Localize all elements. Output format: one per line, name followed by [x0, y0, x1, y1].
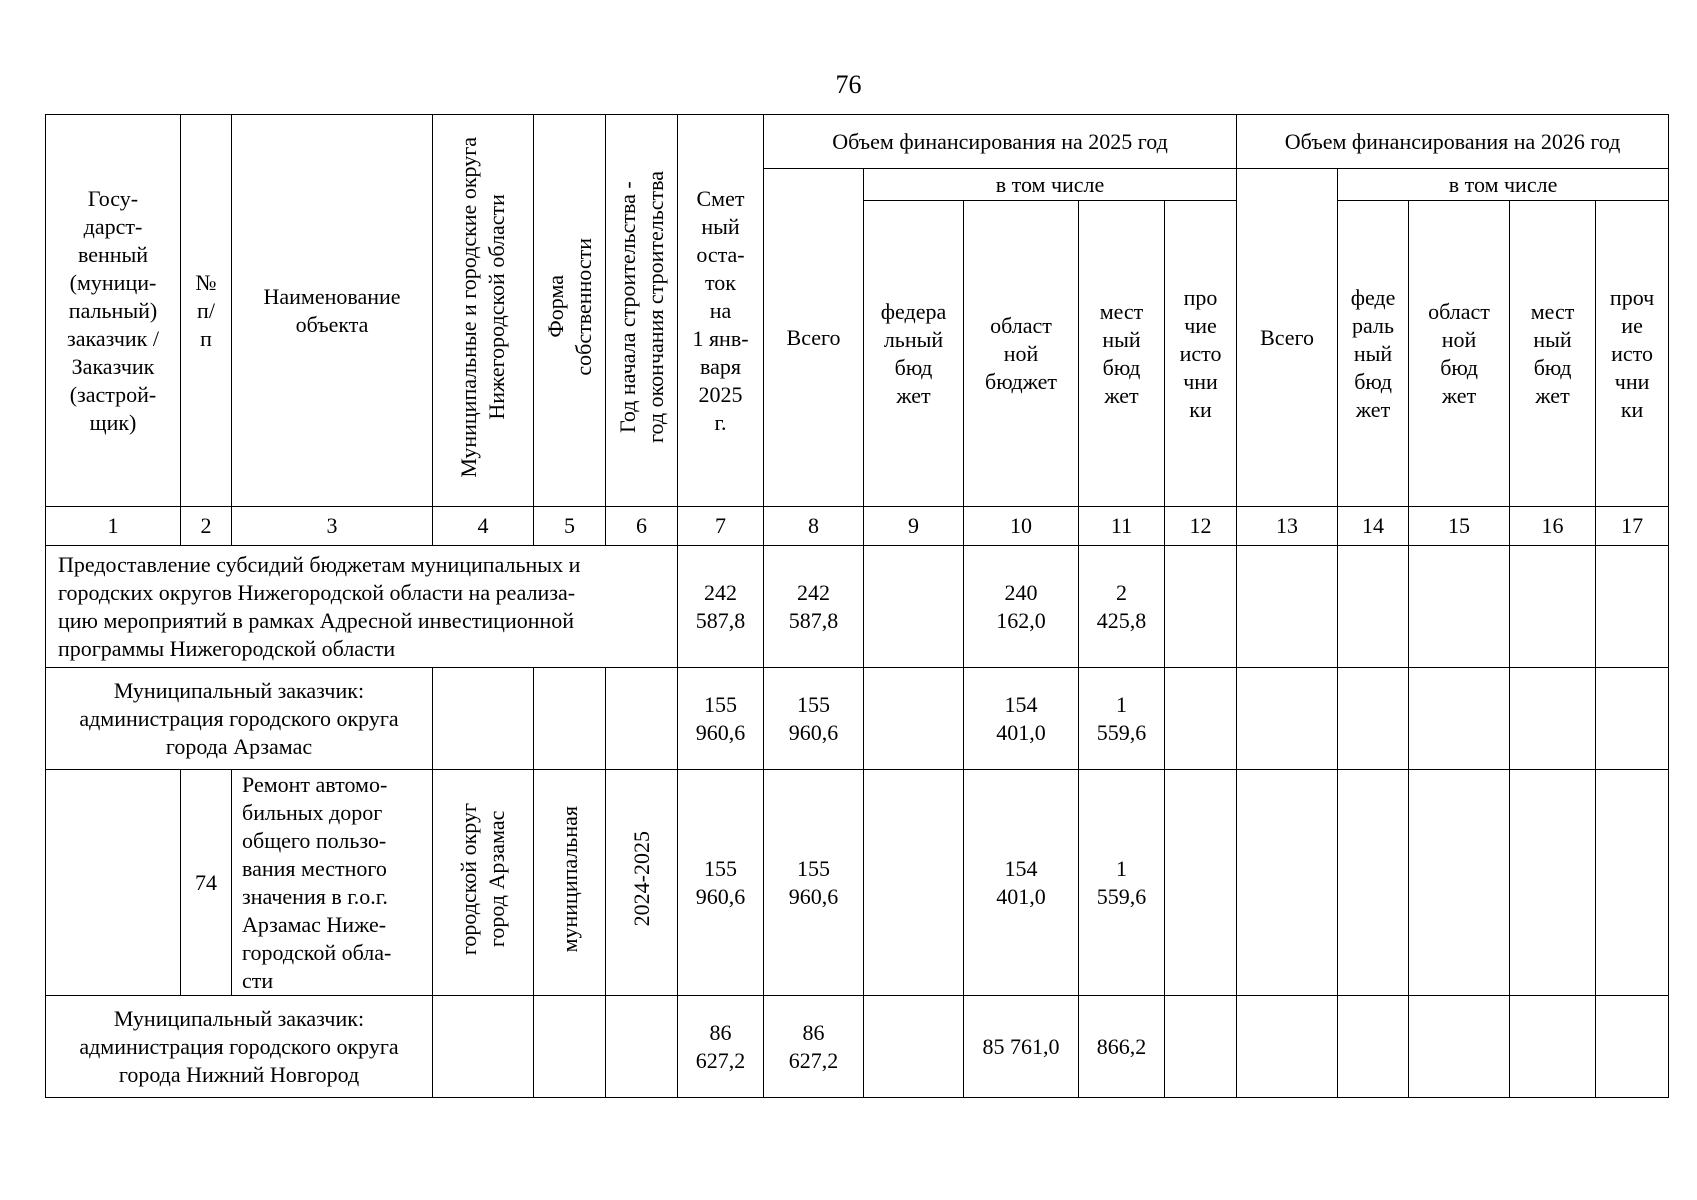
- header-including-2026: в том числе: [1338, 169, 1669, 201]
- nn-estimate: 86 627,2: [678, 996, 764, 1098]
- column-number: 13: [1237, 507, 1338, 546]
- item-74-municipality: [433, 770, 534, 996]
- subsidy-estimate: 242 587,8: [678, 546, 764, 668]
- empty-cell: [433, 996, 534, 1098]
- column-number: 1: [46, 507, 181, 546]
- empty-cell: [1338, 996, 1409, 1098]
- column-number: 6: [606, 507, 678, 546]
- empty-cell: [1510, 668, 1596, 770]
- item-74-number: 74: [181, 770, 232, 996]
- empty-cell: [606, 996, 678, 1098]
- empty-cell: [1165, 996, 1237, 1098]
- subsidy-federal-2025: [864, 546, 964, 668]
- subsidy-federal-2026: [1338, 546, 1409, 668]
- item-74-years: [606, 770, 678, 996]
- column-number: 3: [232, 507, 433, 546]
- header-estimate-balance: Смет ный оста- ток на 1 янв- варя 2025 г.: [678, 115, 764, 507]
- column-number: 14: [1338, 507, 1409, 546]
- subsidy-local-2025: 2 425,8: [1079, 546, 1165, 668]
- nn-customer-title: Муниципальный заказчик: администрация городского округа города Нижний Новгород: [46, 996, 433, 1098]
- arzamas-regional-2025: 154 401,0: [964, 668, 1079, 770]
- header-total-2026: Всего: [1237, 169, 1338, 507]
- header-including-2025: в том числе: [864, 169, 1237, 201]
- empty-cell: [1237, 668, 1338, 770]
- subsidy-other-2026: [1596, 546, 1669, 668]
- empty-cell: [534, 668, 606, 770]
- column-number: 17: [1596, 507, 1669, 546]
- column-number: 10: [964, 507, 1079, 546]
- header-federal-2026: феде раль ный бюд жет: [1338, 201, 1409, 507]
- empty-cell: [1409, 668, 1510, 770]
- column-number: 5: [534, 507, 606, 546]
- column-numbers-row: [46, 507, 1669, 546]
- empty-cell: [433, 668, 534, 770]
- subsidy-other-2025: [1165, 546, 1237, 668]
- column-number: 9: [864, 507, 964, 546]
- empty-cell: [864, 668, 964, 770]
- header-municipalities-text: Муниципальные и городские округа Нижегородской области: [456, 136, 509, 478]
- empty-cell: [606, 668, 678, 770]
- column-number: 11: [1079, 507, 1165, 546]
- header-years: [606, 115, 678, 507]
- subsidy-total-2026: [1237, 546, 1338, 668]
- column-number: 12: [1165, 507, 1237, 546]
- empty-cell: [1596, 770, 1669, 996]
- header-federal-2025: федера льный бюд жет: [864, 201, 964, 507]
- item-74-name: Ремонт автомо- бильных дорог общего пользо- вания местного значения в г.о.г. Арзамас Ниже- городской обла- сти: [232, 770, 433, 996]
- empty-cell: [1338, 668, 1409, 770]
- nn-total-2025: 86 627,2: [764, 996, 864, 1098]
- arzamas-total-2025: 155 960,6: [764, 668, 864, 770]
- header-fin-2025: Объем финансирования на 2025 год: [764, 115, 1237, 169]
- empty-cell: [1165, 668, 1237, 770]
- empty-cell: [1237, 770, 1338, 996]
- empty-cell: [1338, 770, 1409, 996]
- header-fin-2026: Объем финансирования на 2026 год: [1237, 115, 1669, 169]
- empty-cell: [1165, 770, 1237, 996]
- empty-cell: [1510, 996, 1596, 1098]
- header-municipalities: [433, 115, 534, 507]
- arzamas-customer-title: Муниципальный заказчик: администрация городского округа города Арзамас: [46, 668, 433, 770]
- item-74-row: [46, 770, 1669, 996]
- column-number: 8: [764, 507, 864, 546]
- empty-cell: [1596, 668, 1669, 770]
- subsidy-title: Предоставление субсидий бюджетам муниципальных и городских округов Нижегородской области на реализа- цию мероприятий в рамках Адресной инвестиционной программы Нижегородской области: [46, 546, 678, 668]
- header-number: № п/ п: [181, 115, 232, 507]
- nn-customer-row: [46, 996, 1669, 1098]
- header-regional-2025: област ной бюджет: [964, 201, 1079, 507]
- header-regional-2026: област ной бюд жет: [1409, 201, 1510, 507]
- item-74-ownership: [534, 770, 606, 996]
- financing-table: [45, 114, 1669, 1098]
- subsidy-local-2026: [1510, 546, 1596, 668]
- item-74-municipality-text: городской округ город Арзамас: [456, 802, 509, 956]
- header-other-2026: проч ие исто чни ки: [1596, 201, 1669, 507]
- page-number: 76: [835, 70, 862, 99]
- column-number: 15: [1409, 507, 1510, 546]
- empty-cell: [1409, 996, 1510, 1098]
- empty-cell: [864, 996, 964, 1098]
- header-local-2025: мест ный бюд жет: [1079, 201, 1165, 507]
- empty-cell: [1409, 770, 1510, 996]
- empty-cell: [1596, 996, 1669, 1098]
- item-74-estimate: 155 960,6: [678, 770, 764, 996]
- item-74-ownership-text: муниципальная: [556, 805, 582, 953]
- header-ownership: [534, 115, 606, 507]
- item-74-total-2025: 155 960,6: [764, 770, 864, 996]
- empty-cell: [534, 996, 606, 1098]
- column-number: 4: [433, 507, 534, 546]
- item-74-local-2025: 1 559,6: [1079, 770, 1165, 996]
- subsidy-regional-2025: 240 162,0: [964, 546, 1079, 668]
- column-number: 2: [181, 507, 232, 546]
- nn-local-2025: 866,2: [1079, 996, 1165, 1098]
- header-customer: Госу- дарст- венный (муници- пальный) заказчик / Заказчик (застрой- щик): [46, 115, 181, 507]
- subsidy-regional-2026: [1409, 546, 1510, 668]
- header-local-2026: мест ный бюд жет: [1510, 201, 1596, 507]
- arzamas-estimate: 155 960,6: [678, 668, 764, 770]
- arzamas-local-2025: 1 559,6: [1079, 668, 1165, 770]
- header-other-2025: про чие исто чни ки: [1165, 201, 1237, 507]
- item-74-years-text: 2024-2025: [628, 831, 654, 927]
- header-ownership-text: Форма собственности: [542, 238, 596, 376]
- column-number: 16: [1510, 507, 1596, 546]
- subsidy-row: [46, 546, 1669, 668]
- subsidy-total-2025: 242 587,8: [764, 546, 864, 668]
- header-years-text: Год начала строительства - год окончания строительства: [614, 171, 668, 443]
- header-total-2025: Всего: [764, 169, 864, 507]
- nn-regional-2025: 85 761,0: [964, 996, 1079, 1098]
- item-74-regional-2025: 154 401,0: [964, 770, 1079, 996]
- empty-cell: [1510, 770, 1596, 996]
- arzamas-customer-row: [46, 668, 1669, 770]
- column-number: 7: [678, 507, 764, 546]
- empty-cell: [46, 770, 181, 996]
- empty-cell: [864, 770, 964, 996]
- header-object-name: Наименование объекта: [232, 115, 433, 507]
- empty-cell: [1237, 996, 1338, 1098]
